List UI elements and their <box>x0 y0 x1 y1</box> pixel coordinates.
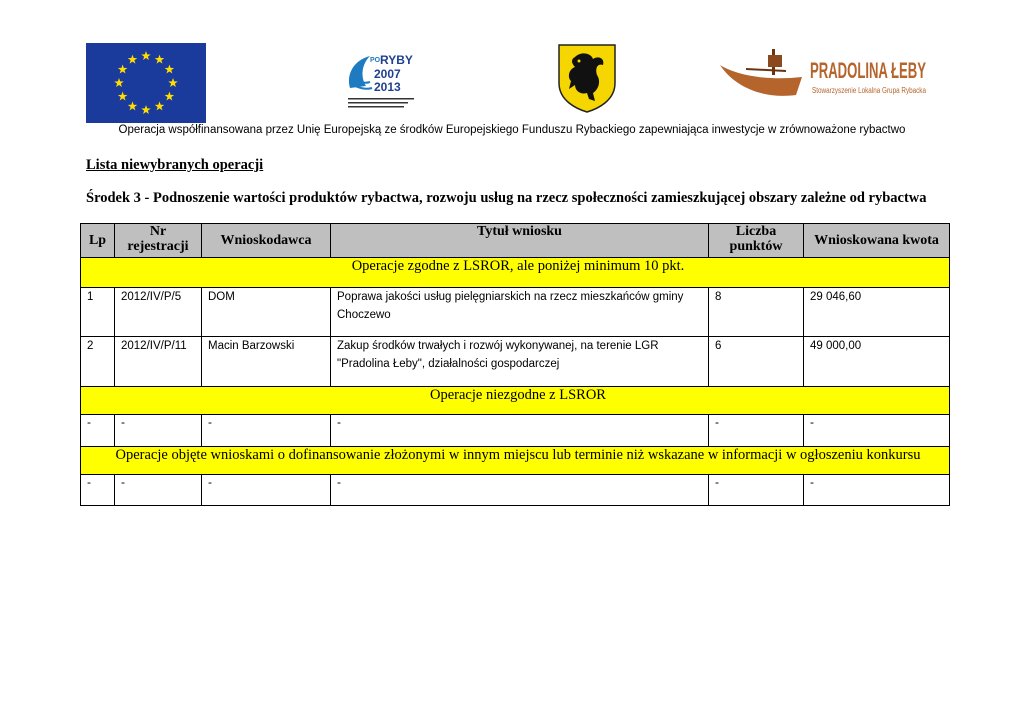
section-heading: Operacje zgodne z LSROR, ale poniżej minimum 10 pkt. <box>81 258 950 288</box>
svg-text:2007: 2007 <box>374 67 401 81</box>
cell-points: 8 <box>709 288 804 337</box>
table-row <box>81 288 950 337</box>
svg-text:RYBY: RYBY <box>380 53 413 67</box>
table-row <box>81 475 950 506</box>
col-header-nr-line2: rejestracji <box>127 239 189 254</box>
cell-lp: - <box>81 415 115 447</box>
col-header-title: Tytuł wniosku <box>331 224 709 258</box>
svg-text:PRADOLINA ŁEBY: PRADOLINA ŁEBY <box>810 58 927 83</box>
svg-text:Stowarzyszenie Lokalna Grupa R: Stowarzyszenie Lokalna Grupa Rybacka <box>812 86 927 95</box>
cell-applicant: - <box>202 475 331 506</box>
cofinancing-note: Operacja współfinansowana przez Unię Europejską ze środków Europejskiego Funduszu Rybackiego zapewniająca inwestycje w zrównoważone rybactwo <box>118 124 906 136</box>
col-header-points-line1: Liczba <box>735 224 777 239</box>
table-header-row <box>81 224 950 258</box>
svg-text:PO: PO <box>370 57 381 64</box>
cell-lp: - <box>81 475 115 506</box>
pradolina-leby-logo <box>716 45 930 101</box>
cell-title: - <box>331 475 709 506</box>
cell-lp: 2 <box>81 337 115 387</box>
cell-nr: - <box>115 415 202 447</box>
section-heading-row <box>81 387 950 415</box>
cell-points: 6 <box>709 337 804 387</box>
cell-title: Poprawa jakości usług pielęgniarskich na rzecz mieszkańców gminy Choczewo <box>331 288 709 337</box>
section-heading: Operacje objęte wnioskami o dofinansowanie złożonymi w innym miejscu lub terminie niż wskazane w informacji w ogłoszeniu konkursu <box>81 447 950 475</box>
cell-applicant: Macin Barzowski <box>202 337 331 387</box>
cell-title: - <box>331 415 709 447</box>
col-header-lp: Lp <box>81 224 115 258</box>
cell-nr: 2012/IV/P/11 <box>115 337 202 387</box>
table-row <box>81 415 950 447</box>
operations-table <box>80 223 950 506</box>
section-heading: Operacje niezgodne z LSROR <box>81 387 950 415</box>
table-row <box>81 337 950 387</box>
cell-points: - <box>709 475 804 506</box>
pomorskie-coat-of-arms <box>557 43 617 113</box>
svg-text:2013: 2013 <box>374 80 401 94</box>
section-heading-row <box>81 258 950 288</box>
col-header-nr <box>115 224 202 258</box>
col-header-points <box>709 224 804 258</box>
cell-applicant: - <box>202 415 331 447</box>
col-header-nr-line1: Nr <box>149 224 167 239</box>
col-header-applicant: Wnioskodawca <box>202 224 331 258</box>
eu-stars-icon <box>86 43 206 123</box>
col-header-amount: Wnioskowana kwota <box>804 224 950 258</box>
cell-lp: 1 <box>81 288 115 337</box>
cell-points: - <box>709 415 804 447</box>
cell-applicant: DOM <box>202 288 331 337</box>
cell-amount: - <box>804 475 950 506</box>
section-heading-row <box>81 447 950 475</box>
eu-flag-logo <box>86 43 206 123</box>
cell-nr: 2012/IV/P/5 <box>115 288 202 337</box>
cell-amount: - <box>804 415 950 447</box>
col-header-points-line2: punktów <box>729 239 783 254</box>
po-ryby-logo <box>344 48 424 110</box>
cell-title: Zakup środków trwałych i rozwój wykonywanej, na terenie LGR "Pradolina Łeby", działalności gospodarczej <box>331 337 709 387</box>
cell-nr: - <box>115 475 202 506</box>
cell-amount: 49 000,00 <box>804 337 950 387</box>
measure-title: Środek 3 - Podnoszenie wartości produktów rybactwa, rozwoju usług na rzecz społeczności zamieszkującej obszary zależne od rybactwa <box>86 190 927 206</box>
cell-amount: 29 046,60 <box>804 288 950 337</box>
list-title: Lista niewybranych operacji <box>86 157 264 173</box>
